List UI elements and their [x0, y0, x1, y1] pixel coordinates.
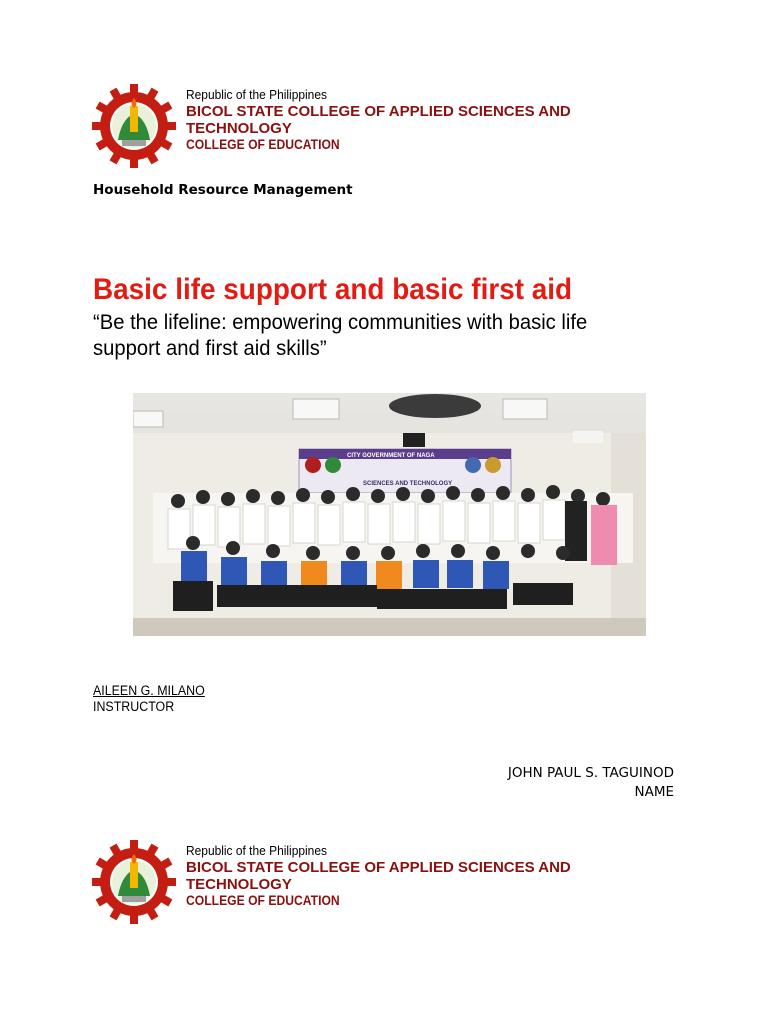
subject-title: Household Resource Management	[93, 182, 353, 198]
group-photo-icon	[133, 393, 646, 636]
header-block	[186, 87, 606, 153]
department-name: COLLEGE OF EDUCATION	[186, 137, 340, 152]
student-block	[508, 764, 674, 802]
banner-text: CITY GOVERNMENT OF NAGA	[347, 453, 435, 459]
department-name: COLLEGE OF EDUCATION	[186, 893, 340, 908]
college-seal-icon	[92, 84, 176, 168]
student-name: JOHN PAUL S. TAGUINOD	[507, 765, 674, 781]
republic-label: Republic of the Philippines	[186, 87, 327, 102]
banner-text-2: SCIENCES AND TECHNOLOGY	[363, 481, 453, 487]
group-photo	[133, 393, 646, 636]
republic-label: Republic of the Philippines	[186, 843, 327, 858]
college-name: BICOL STATE COLLEGE OF APPLIED SCIENCES AND TECHNOLOGY	[186, 859, 571, 893]
instructor-role: INSTRUCTOR	[93, 699, 175, 714]
instructor-name: AILEEN G. MILANO	[93, 683, 205, 698]
document-title: Basic life support and basic first aid	[93, 273, 573, 306]
footer-header-block	[186, 843, 606, 909]
student-role: NAME	[634, 784, 674, 800]
college-seal-icon	[92, 840, 176, 924]
college-name: BICOL STATE COLLEGE OF APPLIED SCIENCES AND TECHNOLOGY	[186, 103, 571, 137]
tagline: “Be the lifeline: empowering communities with basic life support and first aid skills”	[93, 310, 588, 360]
